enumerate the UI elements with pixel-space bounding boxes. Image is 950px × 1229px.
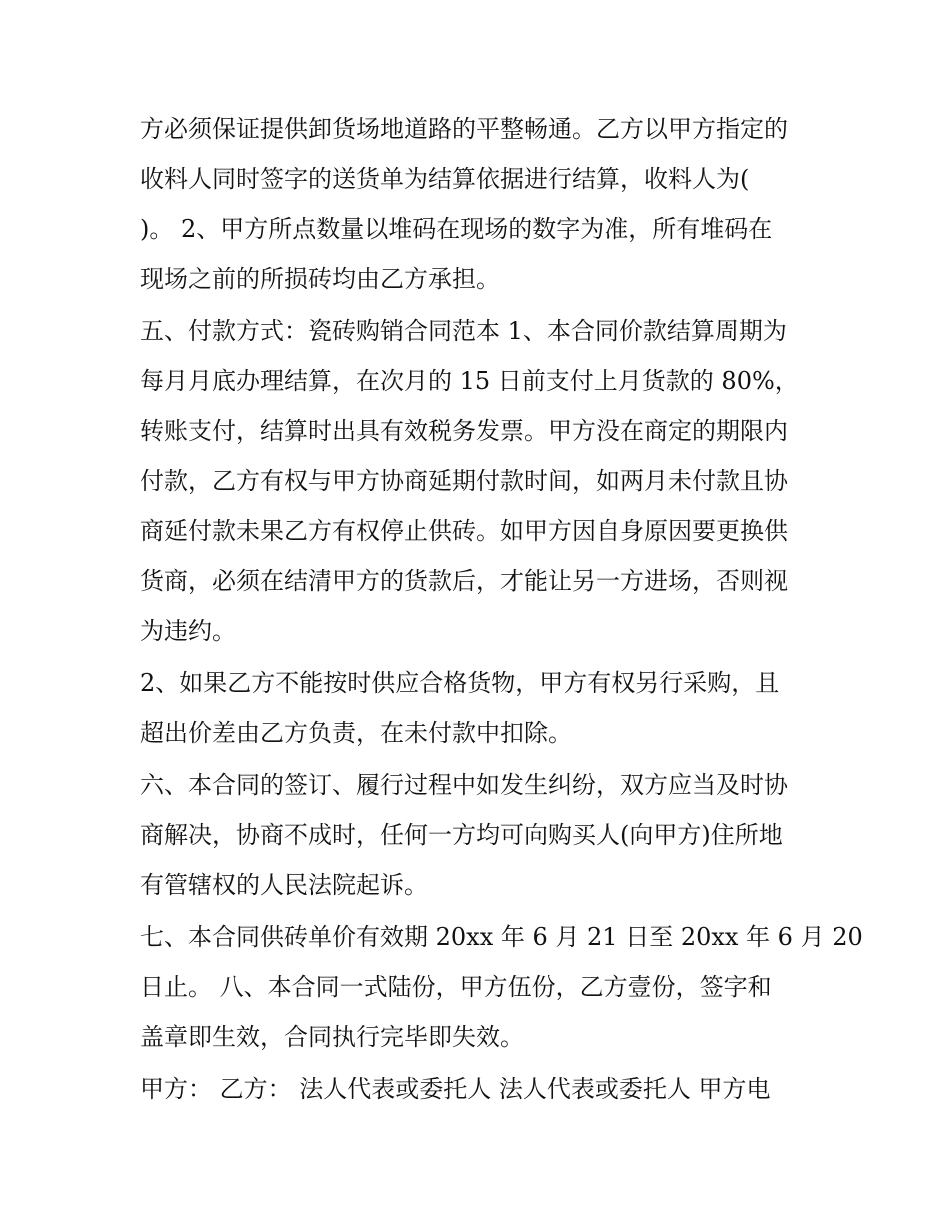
text-line: 甲方： 乙方： 法人代表或委托人 法人代表或委托人 甲方电 <box>140 1075 771 1103</box>
text-line: 盖章即生效，合同执行完毕即失效。 <box>140 1023 524 1051</box>
text-line: 付款，乙方有权与甲方协商延期付款时间，如两月未付款且协 <box>140 467 788 495</box>
paragraph-payment-terms <box>140 306 820 656</box>
paragraph-supply-default <box>140 658 820 758</box>
text-line: )。 2、甲方所点数量以堆码在现场的数字为准，所有堆码在 <box>140 215 773 243</box>
paragraph-dispute-resolution <box>140 760 820 910</box>
document-body <box>140 104 863 1116</box>
text-line: 有管辖权的人民法院起诉。 <box>140 871 428 899</box>
text-line: 七、本合同供砖单价有效期 20xx 年 6 月 21 日至 20xx 年 6 月 20 <box>140 923 863 951</box>
text-line: 转账支付，结算时出具有效税务发票。甲方没在商定的期限内 <box>140 417 788 445</box>
paragraph-signatures <box>140 1064 820 1114</box>
text-line: 六、本合同的签订、履行过程中如发生纠纷，双方应当及时协 <box>140 771 788 799</box>
text-line: 日止。 八、本合同一式陆份，甲方伍份，乙方壹份，签字和 <box>140 973 772 1001</box>
text-line: 商解决，协商不成时，任何一方均可向购买人(向甲方)住所地 <box>140 821 783 849</box>
text-line: 方必须保证提供卸货场地道路的平整畅通。乙方以甲方指定的 <box>140 115 788 143</box>
text-line: 货商，必须在结清甲方的货款后，才能让另一方进场，否则视 <box>140 567 788 595</box>
paragraph-validity-period <box>140 912 863 1062</box>
text-line: 商延付款未果乙方有权停止供砖。如甲方因自身原因要更换供 <box>140 517 788 545</box>
text-line: 2、如果乙方不能按时供应合格货物，甲方有权另行采购，且 <box>140 669 780 697</box>
text-line: 为违约。 <box>140 617 236 645</box>
text-line: 每月月底办理结算，在次月的 15 日前支付上月货款的 80%， <box>140 367 799 395</box>
paragraph-delivery-settlement <box>140 104 820 304</box>
text-line: 现场之前的所损砖均由乙方承担。 <box>140 265 500 293</box>
text-line: 超出价差由乙方负责，在未付款中扣除。 <box>140 719 572 747</box>
text-line: 五、付款方式：瓷砖购销合同范本 1、本合同价款结算周期为 <box>140 317 787 345</box>
text-line: 收料人同时签字的送货单为结算依据进行结算，收料人为( <box>140 165 750 193</box>
